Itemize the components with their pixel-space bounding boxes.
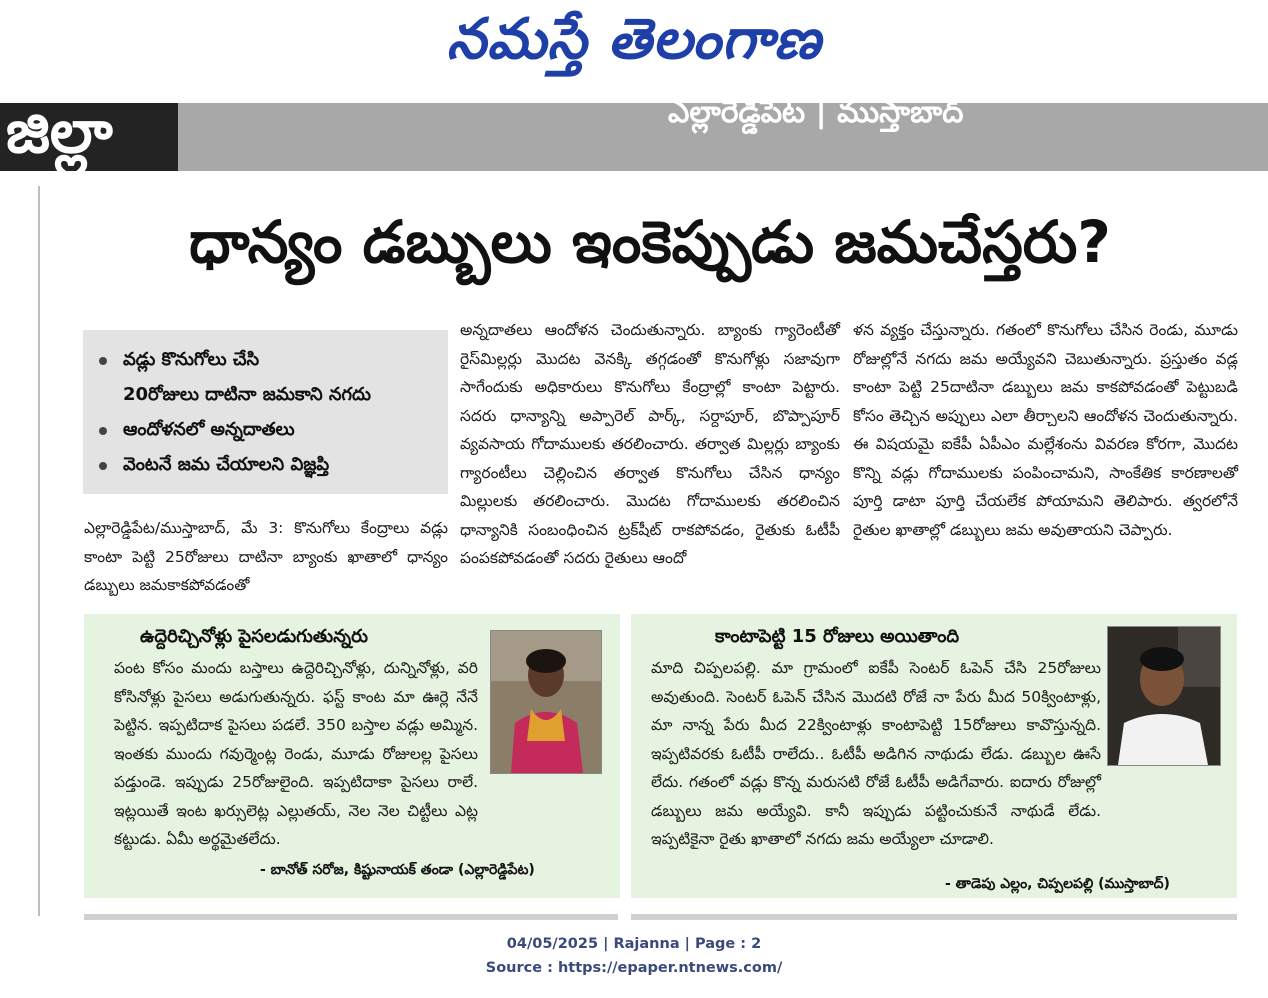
section-band-text: ఎల్లారెడ్డిపేట | ముస్తాబాద్ xyxy=(668,95,964,130)
section-band xyxy=(0,95,1268,171)
divider xyxy=(631,914,1237,920)
person-photo xyxy=(490,630,602,774)
article-column-2: అన్నదాతలు ఆందోళన చెందుతున్నారు. బ్యాంకు గ్యారెంటీతో రైస్‌మిల్లర్లు మొదట వెనక్కి తగ్గడంతో కొనుగోళ్లు సజావుగా సాగేందుకు అధికారులు కొనుగోలు కేంద్రాల్లో కాంటా పెట్టారు. సదరు ధాన్యాన్ని అప్పారెల్ పార్క్, సర్దాపూర్, బొప్పాపూర్ వ్యవసాయ గోదాములకు తరలించారు. తర్వాత మిల్లర్లు బ్యాంకు గ్యారంటీలు చెల్లించిన తర్వాత కొనుగోలు చేసిన ధాన్యం మిల్లులకు తరలించారు. మొదట గోదాములకు తరలించిన ధాన్యానికి సంబంధించిన ట్రక్‌షీట్ రాకపోవడం, రైతుకు ఓటీపీ పంపకపోవడంతో సదరు రైతులు ఆందో xyxy=(460,321,840,567)
quote-box-2-title: కాంటాపెట్టి 15 రోజులు అయితాంది xyxy=(715,626,960,647)
quote-box-1-credit: - బానోత్ సరోజ, కిష్టునాయక్ తండా (ఎల్లారెడ్డిపేట) xyxy=(260,862,535,878)
masthead xyxy=(0,0,1268,100)
footer-date-line: 04/05/2025 | Rajanna | Page : 2 xyxy=(506,936,762,952)
quote-box-2 xyxy=(631,614,1237,898)
quote-box-1-text: పంట కోసం మందు బస్తాలు ఉద్దెరిచ్చినోళ్లు, దున్నినోళ్లు, వరి కోసినోళ్లు పైసలు అడుగుతున్నరు. ఫస్ట్ కాంట మా ఊర్లె నేనే పెట్టిన. ఇప్పటిదాక పైసలు పడలే. 350 బస్తాల వడ్లు అమ్మిన. ఇంతకు ముందు గవుర్మెంట్ల రెండు, మూడు రోజులల్ల పైసలు పడ్తుండె. ఇప్పుడు 25రోజులైంది. ఇప్పటిదాకా పైసలు రాలే. ఇట్లయితే ఇంట ఖర్సులెట్ల ఎల్లుతయ్, నెల నెల చిట్టీలు ఎట్ల కట్టుడు. ఏమీ అర్థమైతలేదు. xyxy=(114,659,478,848)
quote-box-1 xyxy=(84,614,620,898)
article-column-3: ళన వ్యక్తం చేస్తున్నారు. గతంలో కొనుగోలు చేసిన రెండు, మూడు రోజుల్లోనే నగదు జమ అయ్యేవని చెబుతున్నారు. ప్రస్తుతం వడ్ల కాంటా పెట్టి 25దాటినా డబ్బులు జమ కాకపోవడంతో పెట్టుబడి కోసం తెచ్చిన అప్పులు ఎలా తీర్చాలని ఆందోళన చెందుతున్నారు. ఈ విషయమై ఐకేపీ ఏపీఎం మల్లేశంను వివరణ కోరగా, మొదట కొన్ని వడ్లు గోదాములకు పంపించామని, సాంకేతిక కారణాలతో పూర్తి డాటా పూర్తి చేయలేక పోయామని తెలిపారు. త్వరలోనే రైతుల ఖాతాల్లో డబ్బులు జమ అవుతాయని చెప్పారు. xyxy=(853,321,1238,539)
highlight-item: వడ్లు కొనుగోలు చేసి xyxy=(123,342,434,377)
highlight-item: ఆందోళనలో అన్నదాతలు xyxy=(123,412,434,447)
bullet-icon xyxy=(99,357,107,365)
column-divider xyxy=(38,186,40,916)
section-label: జిల్లా xyxy=(6,97,113,167)
quote-box-2-credit: - తాడెపు ఎల్లం, చిప్పలపల్లి (ముస్తాబాద్) xyxy=(945,876,1170,892)
bullet-icon xyxy=(99,427,107,435)
quote-box-2-text: మాది చిప్పలపల్లి. మా గ్రామంలో ఐకేపీ సెంటర్ ఓపెన్ చేసి 25రోజులు అవుతుంది. సెంటర్ ఓపెన్ చేసిన మొదటి రోజే నా పేరు మీద 50క్వింటాళ్లు, మా నాన్న పేరు మీద 22క్వింటాళ్లు కాంటాపెట్టి 15రోజులు కావొస్తున్నది. ఇప్పటివరకు ఓటీపీ రాలేదు.. ఓటీపీ అడిగిన నాథుడు లేడు. డబ్బుల ఊసే లేదు. గతంలో వడ్లు కొన్న మరుసటి రోజే ఓటీపీ అడిగేవారు. ఐదారు రోజుల్లో డబ్బులు జమ అయ్యేవి. కానీ ఇప్పుడు పట్టించుకునే నాథుడే లేడు. ఇప్పటికైనా రైతు ఖాతాలో నగదు జమ అయ్యేలా చూడాలి. xyxy=(651,659,1101,848)
article-column-1: ఎల్లారెడ్డిపేట/ముస్తాబాద్, మే 3: కొనుగోలు కేంద్రాలు వడ్లు కాంటా పెట్టి 25రోజులు దాటినా బ్యాంకు ఖాతాలో ధాన్యం డబ్బులు జమకాకపోవడంతో xyxy=(84,519,448,594)
quote-box-1-title: ఉద్దెరిచ్చినోళ్లు పైసలడుగుతున్నరు xyxy=(140,626,369,647)
bullet-icon xyxy=(99,462,107,470)
highlight-item: వెంటనే జమ చేయాలని విజ్ఞప్తి xyxy=(123,447,434,482)
newspaper-logo: నమస్తే తెలంగాణ xyxy=(446,6,822,72)
footer-source-line: Source : https://epaper.ntnews.com/ xyxy=(485,960,783,976)
divider xyxy=(84,914,618,920)
highlights-box xyxy=(83,330,448,494)
person-photo xyxy=(1107,626,1221,766)
highlight-item: 20రోజులు దాటినా జమకాని నగదు xyxy=(123,384,371,405)
article-headline: ధాన్యం డబ్బులు ఇంకెప్పుడు జమచేస్తరు? xyxy=(189,208,1111,276)
section-band-left xyxy=(0,97,178,171)
